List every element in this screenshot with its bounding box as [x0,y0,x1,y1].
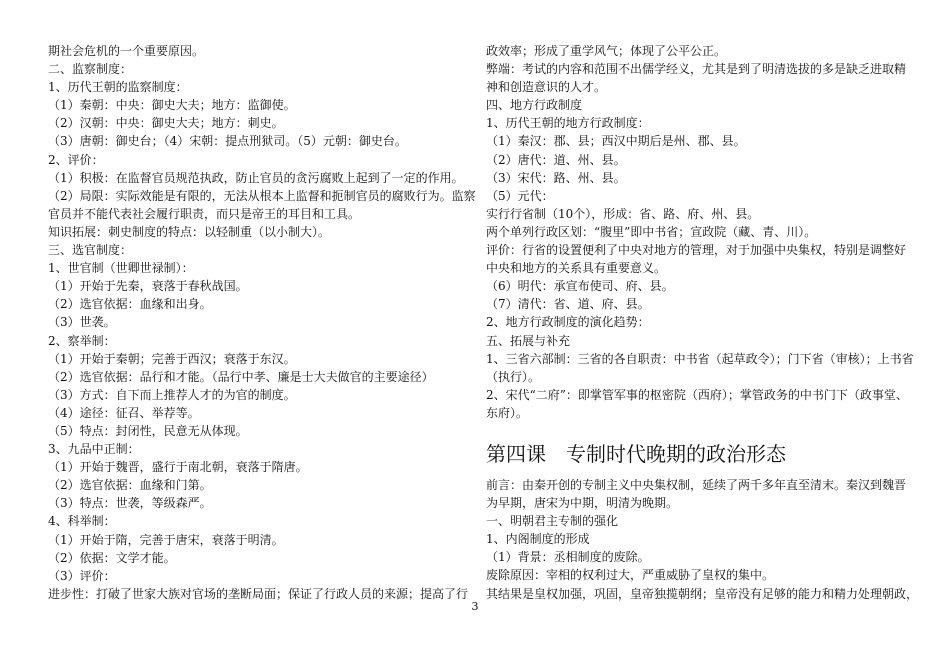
text-line: 四、地方行政制度 [486,98,583,113]
text-line: 1、世官制（世卿世禄制）： [48,261,194,276]
text-line: （1）秦朝：中央：御史大夫；地方：监御使。 [48,98,296,113]
text-line: 2、察举制： [48,333,116,348]
text-line: 1、历代王朝的地方行政制度： [486,116,650,131]
text-line: （2）局限：实际效能是有限的，无法从根本上监督和扼制官员的腐败行为。监察 [48,188,476,203]
text-line: （1）背景：丞相制度的废除。 [486,550,650,565]
right-column [486,42,919,603]
text-line: 3、九品中正制： [48,442,140,457]
text-line: （2）汉朝：中央：御史大夫；地方：刺史。 [48,116,284,131]
text-line: 五、拓展与补充 [486,333,571,348]
text-line: 1、三省六部制：三省的各自职责：中书省（起草政令）；门下省（审核）；上书省 [486,351,914,366]
text-line: （5）元代： [486,188,554,203]
text-line: 中央和地方的关系具有重要意义。 [486,261,667,276]
text-line: 1、历代王朝的监察制度： [48,80,188,95]
text-line: （1）开始于隋，完善于唐宋，衰落于明清。 [48,532,284,547]
text-line: 知识拓展：刺史制度的特点：以轻制重（以小制大）。 [48,224,331,239]
text-line: （3）宋代：路、州、县。 [486,170,626,185]
text-line: 2、地方行政制度的演化趋势： [486,315,650,330]
text-line: 期社会危机的一个重要原因。 [48,44,205,58]
text-line: 2、评价： [48,152,104,167]
text-line: （3）评价： [48,568,116,583]
text-line: （3）世袭。 [48,315,116,330]
text-line: 进步性：打破了世家大族对官场的垄断局面；保证了行政人员的来源；提高了行 [48,586,469,601]
text-line: 为早期，唐宋为中期，明清为晚期。 [486,496,679,511]
text-line: 官员并不能代表社会履行职责，而只是帝王的耳目和工具。 [48,206,361,221]
lesson-title: 第四课 专制时代晚期的政治形态 [486,441,786,466]
text-line: （1）开始于魏晋，盛行于南北朝，衰落于隋唐。 [48,460,308,475]
text-line: （5）特点：封闭性，民意无从体现。 [48,423,248,438]
text-line: （2）唐代：道、州、县。 [486,152,626,167]
text-line: 1、内阁制度的形成 [486,532,590,547]
text-line: （3）方式：自下而上推荐人才的为官的制度。 [48,387,296,402]
text-line: 一、明朝君主专制的强化 [486,514,619,529]
text-line: （3）特点：世袭，等级森严。 [48,496,212,511]
text-line: （6）明代：承宣布使司、府、县。 [486,279,674,294]
text-line: （7）清代：省、道、府、县。 [486,297,650,312]
left-column [48,42,476,603]
text-line: 弊端：考试的内容和范围不出儒学经义，尤其是到了明清选拔的多是缺乏进取精 [486,62,907,77]
text-line: （2）选官依据：品行和才能。（品行中孝、廉是士大夫做官的主要途径） [48,369,434,384]
text-line: 废除原因：宰相的权利过大，严重威胁了皇权的集中。 [486,568,775,583]
text-line: 4、科举制： [48,514,116,529]
text-line: 其结果是皇权加强，巩固，皇帝独揽朝纲；皇帝没有足够的能力和精力处理朝政， [486,586,919,601]
text-line: 2、宋代“二府”：即掌管军事的枢密院（西府）；掌管政务的中书门下（政事堂、 [486,387,908,402]
text-line: 三、选官制度： [48,243,133,258]
text-line: 评价：行省的设置便利了中央对地方的管理，对于加强中央集权，特别是调整好 [486,243,907,258]
text-line: 实行行省制（10个），形成：省、路、府、州、县。 [486,206,760,221]
page-number: 3 [471,600,479,613]
text-line: 两个单列行政区划：“腹里”即中书省；宣政院（藏、青、川）。 [486,224,817,239]
text-line: 东府）。 [486,405,529,420]
text-line: （1）积极：在监督官员规范执政，防止官员的贪污腐败上起到了一定的作用。 [48,170,464,185]
text-line: 二、监察制度： [48,62,133,77]
text-line: （1）开始于秦朝；完善于西汉；衰落于东汉。 [48,351,296,366]
text-line: （2）选官依据：血缘和出身。 [48,297,212,312]
text-line: （3）唐朝：御史台；（4）宋朝：提点刑狱司。（5）元朝：御史台。 [48,134,407,149]
text-line: （执行）。 [486,369,541,384]
text-line: 政效率；形成了重学风气；体现了公平公正。 [486,44,727,58]
text-line: （1）秦汉：郡、县；西汉中期后是州、郡、县。 [486,134,746,149]
text-line: （1）开始于先秦，衰落于春秋战国。 [48,279,248,294]
text-line: （2）依据：文学才能。 [48,550,176,565]
text-line: 神和创造意识的人才。 [486,80,607,95]
text-line: （2）选官依据：血缘和门第。 [48,478,212,493]
text-line: 前言：由秦开创的专制主义中央集权制，延续了两千多年直至清末。秦汉到魏晋 [486,477,907,492]
text-line: （4）途径：征召、举荐等。 [48,405,200,420]
